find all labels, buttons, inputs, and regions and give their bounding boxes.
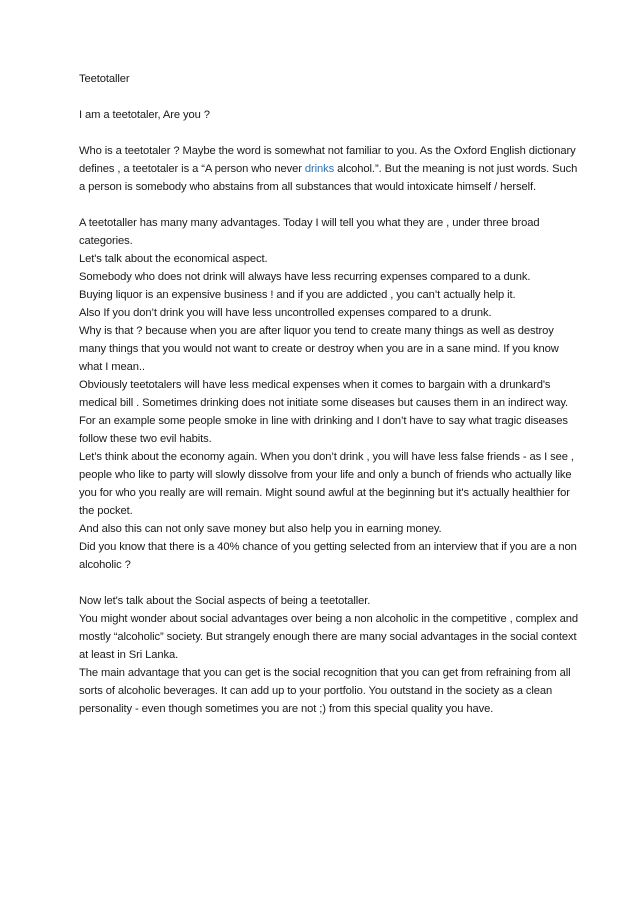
paragraph-line: Obviously teetotalers will have less medical expenses when it comes to bargain with a drunkard's medical bill . Sometimes drinking does not initiate some diseases but causes them in an indirect way. For an example some people smoke in line with drinking and I don’t have to say what tragic diseases follow these two evil habits. <box>79 379 569 445</box>
definition-text-end: alcohol.”. But the meaning is not just words. Such a person is somebody who abstains from all substances that would intoxicate himself / herself. <box>79 163 578 193</box>
definition-text-start: Who is a teetotaler ? Maybe the word is somewhat not familiar to you. As the Oxford English dictionary defines , a teetotaler is a “A person who never <box>79 145 576 175</box>
paragraph-line: A teetotaller has many many advantages. Today I will tell you what they are , under three broad categories. <box>79 217 540 247</box>
social-section <box>79 592 579 718</box>
economic-section <box>79 214 579 574</box>
paragraph-line: Did you know that there is a 40% chance of you getting selected from an interview that if you are a non alcoholic ? <box>79 541 577 571</box>
drinks-link[interactable]: drinks <box>304 163 335 175</box>
paragraph-line: You might wonder about social advantages over being a non alcoholic in the competitive , complex and mostly “alcoholic” society. But strangely enough there are many social advantages in the social context at least in Sri Lanka. <box>79 613 578 661</box>
intro-line: I am a teetotaler, Are you ? <box>79 109 210 121</box>
paragraph-line: Buying liquor is an expensive business ! and if you are addicted , you can’t actually help it. <box>79 289 516 301</box>
paragraph-line: Why is that ? because when you are after liquor you tend to create many things as well as destroy many things that you would not want to create or destroy when you are in a sane mind. If you know what I mean.. <box>79 325 559 373</box>
paragraph-line: Somebody who does not drink will always have less recurring expenses compared to a dunk. <box>79 271 531 283</box>
paragraph-line: Let's talk about the economical aspect. <box>79 253 268 265</box>
document-title: Teetotaller <box>79 73 130 85</box>
paragraph-line: Let’s think about the economy again. When you don’t drink , you will have less false friends - as I see , people who like to party will slowly dissolve from your life and only a bunch of friends who actually like you for who you really are will remain. Might sound awful at the beginning but it's actually healthier for the pocket. <box>79 451 574 517</box>
document-page <box>79 70 579 718</box>
paragraph-line: Also If you don’t drink you will have less uncontrolled expenses compared to a drunk. <box>79 307 492 319</box>
paragraph-line: The main advantage that you can get is the social recognition that you can get from refraining from all sorts of alcoholic beverages. It can add up to your portfolio. You outstand in the society as a clean personality - even though sometimes you are not ;) from this special quality you have. <box>79 667 571 715</box>
definition-paragraph <box>79 142 579 196</box>
paragraph-line: And also this can not only save money but also help you in earning money. <box>79 523 442 535</box>
paragraph-line: Now let's talk about the Social aspects of being a teetotaller. <box>79 595 371 607</box>
